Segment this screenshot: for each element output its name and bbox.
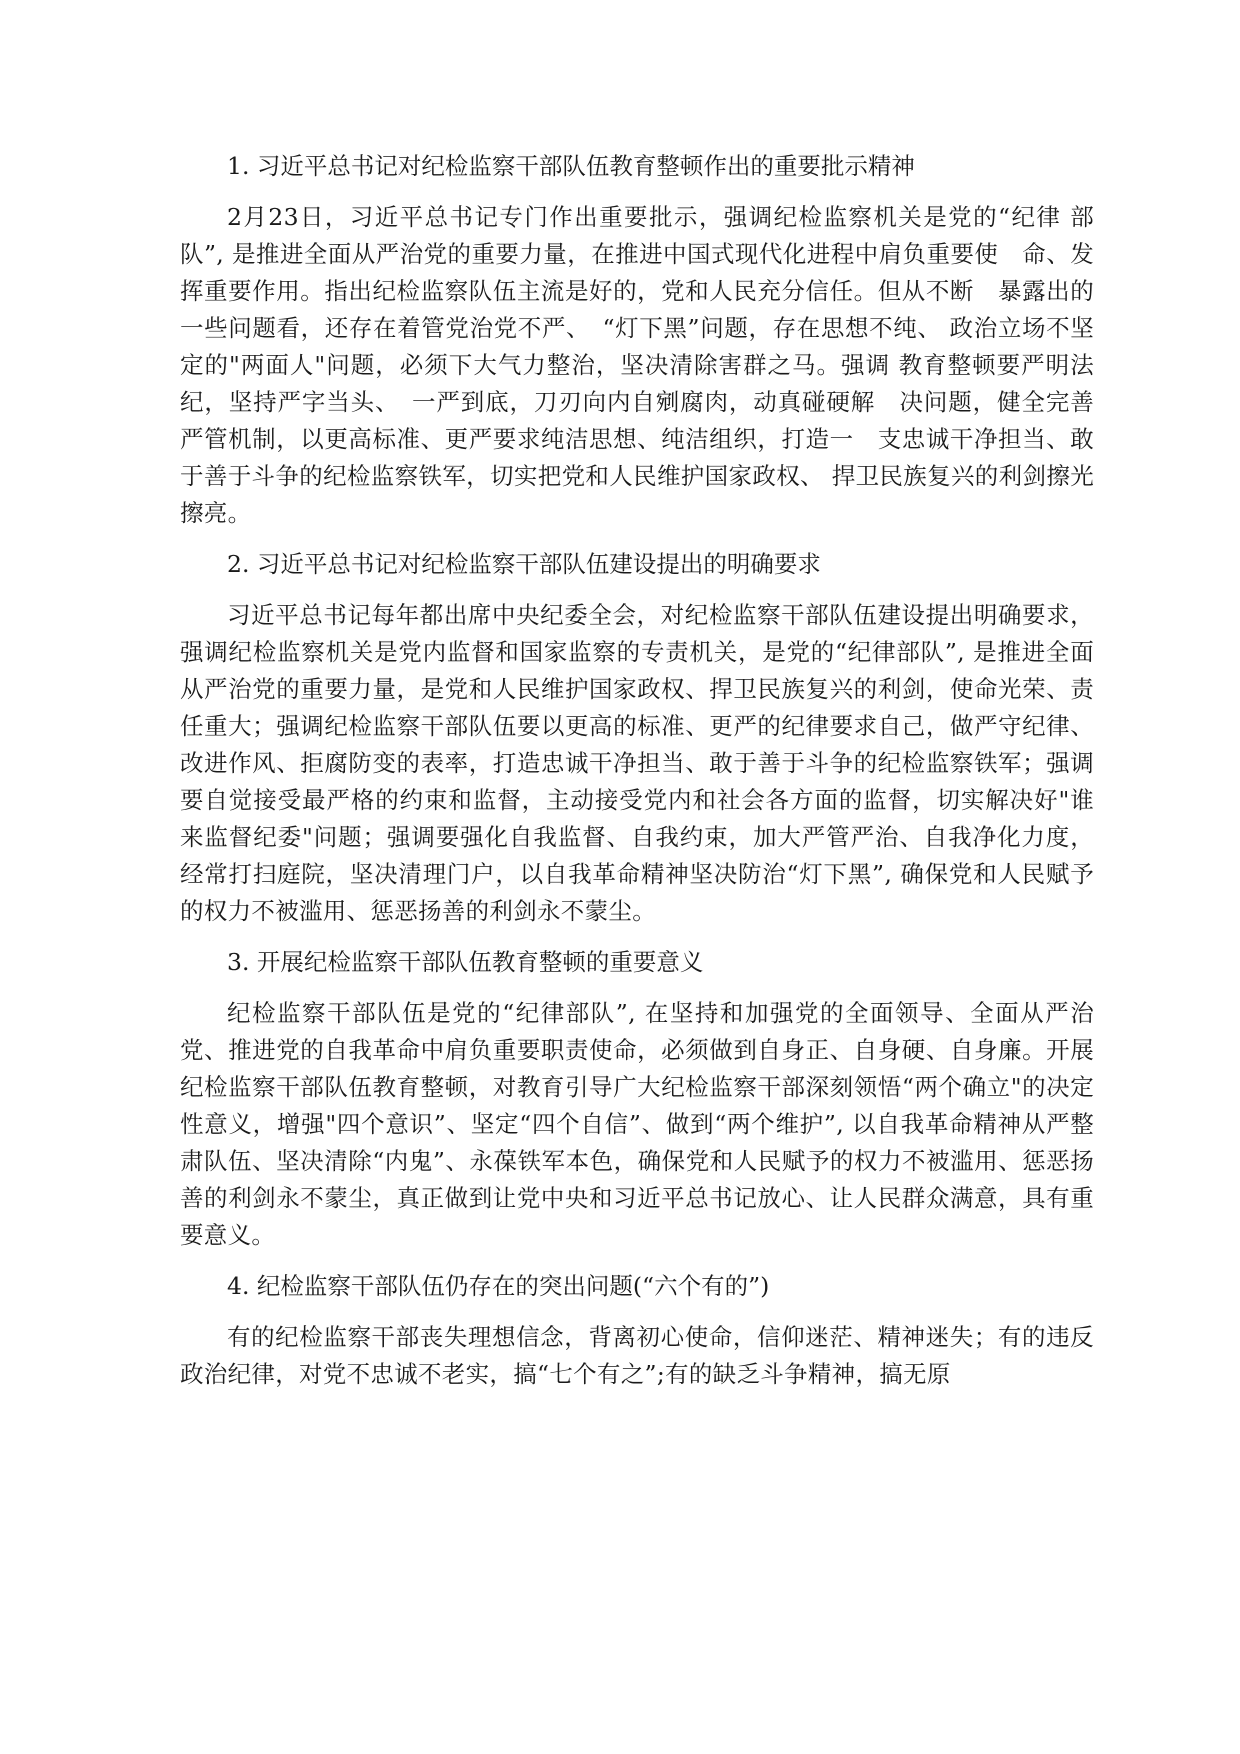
document-page xyxy=(180,148,1094,1407)
section-body: 有的纪检监察干部丧失理想信念，背离初心使命，信仰迷茫、精神迷失；有的违反政治纪律，对党不忠诚不老实，搞“七个有之”;有的缺乏斗争精神，搞无原 xyxy=(180,1323,1094,1388)
section-heading: 4. 纪检监察干部队伍仍存在的突出问题(“六个有的”) xyxy=(227,1272,770,1300)
section-heading: 3. 开展纪检监察干部队伍教育整顿的重要意义 xyxy=(227,948,704,976)
section-body: 2月23日，习近平总书记专门作出重要批示，强调纪检监察机关是党的“纪律 部队”, 是推进全面从严治党的重要力量，在推进中国式现代化进程中肩负重要使 命、发挥重要作用。指出纪检监察队伍主流是好的，党和人民充分信任。但从不断 暴露出的一些问题看，还存在着管党治党不严、 “灯下黑”问题，存在思想不纯、 政治立场不坚定的"两面人"问题，必须下大气力整治，坚决清除害群之马。强调 教育整顿要严明法纪，坚持严字当头、 一严到底，刀刃向内自剜腐肉，动真碰硬解 决问题，健全完善严管机制，以更高标准、更严要求纯洁思想、纯洁组织，打造一 支忠诚干净担当、敢于善于斗争的纪检监察铁军，切实把党和人民维护国家政权、 捍卫民族复兴的利剑擦光擦亮。 xyxy=(180,203,1094,527)
section-body: 纪检监察干部队伍是党的“纪律部队”, 在坚持和加强党的全面领导、全面从严治党、推进党的自我革命中肩负重要职责使命，必须做到自身正、自身硬、自身廉。开展纪检监察干部队伍教育整顿，对教育引导广大纪检监察干部深刻领悟“两个确立"的决定性意义，增强"四个意识”、坚定“四个自信”、做到“两个维护”, 以自我革命精神从严整肃队伍、坚决清除“内鬼”、永葆铁军本色，确保党和人民赋予的权力不被滥用、惩恶扬善的利剑永不蒙尘，真正做到让党中央和习近平总书记放心、让人民群众满意，具有重要意义。 xyxy=(180,999,1094,1249)
section-4 xyxy=(180,1268,1094,1393)
section-heading: 1. 习近平总书记对纪检监察干部队伍教育整顿作出的重要批示精神 xyxy=(227,152,915,180)
section-1 xyxy=(180,148,1094,532)
section-body: 习近平总书记每年都出席中央纪委全会，对纪检监察干部队伍建设提出明确要求，强调纪检监察机关是党内监督和国家监察的专责机关，是党的“纪律部队”, 是推进全面从严治党的重要力量，是党和人民维护国家政权、捍卫民族复兴的利剑，使命光荣、责任重大；强调纪检监察干部队伍要以更高的标准、更严的纪律要求自己，做严守纪律、改进作风、拒腐防变的表率，打造忠诚干净担当、敢于善于斗争的纪检监察铁军；强调要自觉接受最严格的约束和监督，主动接受党内和社会各方面的监督，切实解决好"谁来监督纪委"问题；强调要强化自我监督、自我约束，加大严管严治、自我净化力度，经常打扫庭院，坚决清理门户，以自我革命精神坚决防治“灯下黑”, 确保党和人民赋予的权力不被滥用、惩恶扬善的利剑永不蒙尘。 xyxy=(180,601,1094,925)
section-2 xyxy=(180,546,1094,930)
section-3 xyxy=(180,944,1094,1254)
section-heading: 2. 习近平总书记对纪检监察干部队伍建设提出的明确要求 xyxy=(227,550,821,578)
